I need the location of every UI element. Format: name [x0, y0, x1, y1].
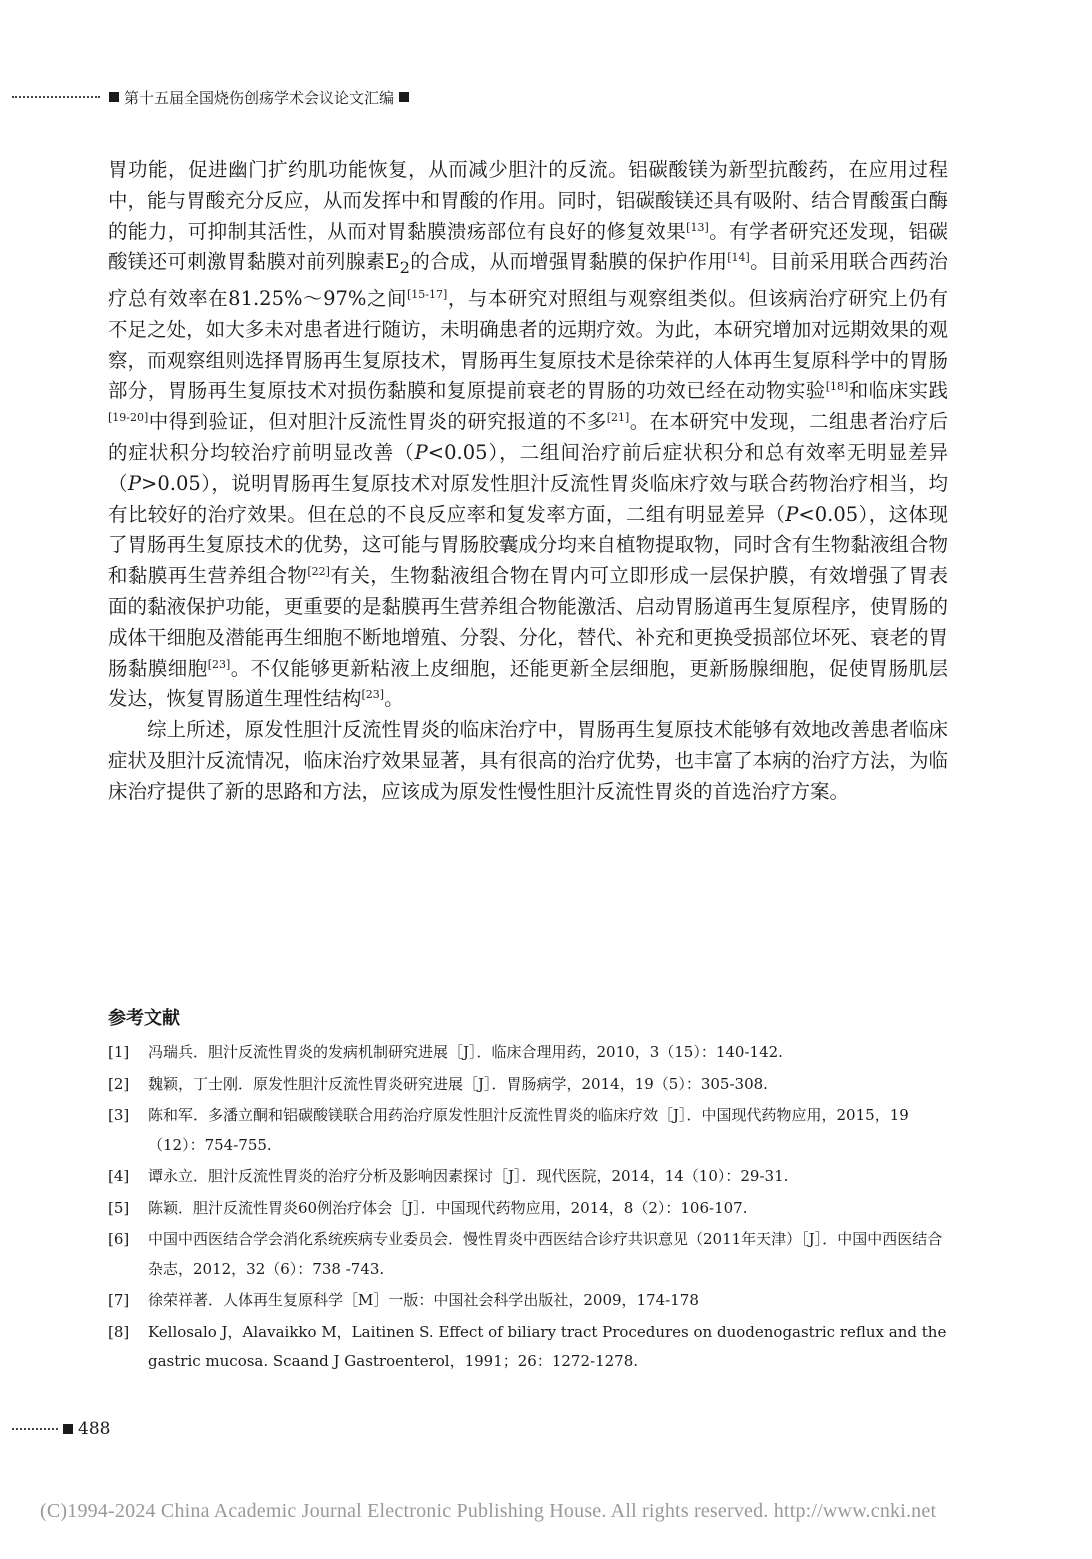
text-run: 。 — [384, 687, 404, 711]
header-square-bullet — [399, 92, 409, 102]
reference-number: [5] — [108, 1198, 130, 1217]
reference-text: 陈和军．多潘立酮和铝碳酸镁联合用药治疗原发性胆汁反流性胃炎的临床疗效［J］．中国现代药物应用，2015，19（12）：754-755. — [148, 1106, 909, 1154]
body-paragraph-1 — [108, 155, 948, 715]
header-dotted-rule — [12, 96, 100, 98]
reference-item — [108, 1286, 950, 1316]
reference-text: 冯瑞兵．胆汁反流性胃炎的发病机制研究进展［J］．临床合理用药，2010，3（15）：140-142. — [148, 1043, 783, 1061]
body-paragraph-2: 综上所述，原发性胆汁反流性胃炎的临床治疗中，胃肠再生复原技术能够有效地改善患者临床症状及胆汁反流情况，临床治疗效果显著，具有很高的治疗优势，也丰富了本病的治疗方法，为临床治疗提供了新的思路和方法，应该成为原发性慢性胆汁反流性胃炎的首选治疗方案。 — [108, 718, 948, 803]
citation-superscript: [13] — [686, 220, 709, 234]
citation-superscript: [21] — [606, 411, 630, 425]
copyright-watermark: (C)1994-2024 China Academic Journal Electronic Publishing House. All rights reserved. http://www.cnki.net — [40, 1500, 937, 1522]
italic-symbol: P — [785, 502, 799, 526]
text-run: 有关，生物黏液组合物在胃内可立即形成一层保护膜，有效增强了胃表面的黏液保护功能，更重要的是黏膜再生营养组合物能激活、启动胃肠道再生复原程序，使胃肠的成体干细胞及潜能再生细胞不断地增殖、分裂、分化，替代、补充和更换受损部位坏死、衰老的胃肠黏膜细胞 — [108, 564, 948, 680]
reference-item — [108, 1318, 950, 1377]
reference-item — [108, 1101, 950, 1160]
reference-text: 陈颖．胆汁反流性胃炎60例治疗体会［J］．中国现代药物应用，2014，8（2）：106-107. — [148, 1198, 748, 1217]
text-run: 。在本研究中发现，二组患者治疗后的症状积分均较治疗前明显改善（ — [108, 410, 948, 465]
running-header — [12, 84, 572, 110]
subscript: 2 — [399, 258, 410, 278]
reference-item — [108, 1038, 950, 1068]
italic-symbol: P — [127, 471, 142, 495]
citation-superscript: [19-20] — [108, 411, 149, 425]
text-run: <0.05），二组间治疗前后症状积分和总有效率无明显差异（ — [108, 441, 948, 495]
reference-text: 谭永立．胆汁反流性胃炎的治疗分析及影响因素探讨［J］．现代医院，2014，14（10）：29-31. — [148, 1167, 789, 1185]
citation-superscript: [15-17] — [407, 288, 448, 302]
citation-superscript: [23] — [207, 657, 231, 671]
text-run: ，与本研究对照组与观察组类似。但该病治疗研究上仍有不足之处，如大多未对患者进行随访，未明确患者的远期疗效。为此，本研究增加对远期效果的观察，而观察组则选择胃肠再生复原技术，胃肠再生复原技术是徐荣祥的人体再生复原科学中的胃肠部分，胃肠再生复原技术对损伤黏膜和复原提前衰老的胃肠的功效已经在动物实验 — [108, 287, 948, 403]
reference-number: [3] — [108, 1106, 130, 1124]
reference-number: [2] — [108, 1074, 130, 1093]
citation-superscript: [18] — [825, 380, 849, 394]
reference-item — [108, 1225, 950, 1284]
reference-number: [4] — [108, 1167, 130, 1185]
reference-text: Kellosalo J，Alavaikko M，Laitinen S. Effect of biliary tract Procedures on duodenogastric reflux and the gastric mucosa. Scaand J Gastroenterol，1991；26：1272-1278. — [148, 1322, 947, 1370]
page-footer — [12, 1416, 110, 1442]
text-run: 胃功能，促进幽门扩约肌功能恢复，从而减少胆汁的反流。铝碳酸镁为新型抗酸药，在应用过程中，能与胃酸充分反应，从而发挥中和胃酸的作用。同时，铝碳酸镁还具有吸附、结合胃酸蛋白酶的能力，可抑制其活性，从而对胃黏膜溃疡部位有良好的修复效果 — [108, 158, 948, 243]
citation-superscript: [14] — [727, 251, 750, 265]
reference-item — [108, 1162, 950, 1192]
italic-symbol: P — [414, 441, 428, 465]
header-square-bullet — [109, 92, 119, 102]
page-number: 488 — [78, 1419, 111, 1439]
reference-number: [6] — [108, 1230, 130, 1248]
text-run: 的合成，从而增强胃黏膜的保护作用 — [409, 250, 728, 274]
reference-text: 徐荣祥著．人体再生复原科学［M］一版：中国社会科学出版社，2009，174-178 — [148, 1291, 699, 1309]
reference-text: 中国中西医结合学会消化系统疾病专业委员会．慢性胃炎中西医结合诊疗共识意见（2011年天津）［J］．中国中西医结合杂志，2012，32（6）：738 -743. — [148, 1230, 943, 1278]
text-run: 中得到验证，但对胆汁反流性胃炎的研究报道的不多 — [148, 410, 607, 434]
reference-item — [108, 1194, 950, 1224]
text-run: 。目前采用联合西药治疗总有效率在81.25%～97%之间 — [108, 250, 948, 311]
text-run: 和临床实践 — [848, 379, 948, 403]
header-title: 第十五届全国烧伤创疡学术会议论文汇编 — [124, 88, 395, 107]
reference-number: [7] — [108, 1291, 130, 1309]
reference-number: [8] — [108, 1322, 130, 1341]
text-run: >0.05），说明胃肠再生复原技术对原发性胆汁反流性胃炎临床疗效与联合药物治疗相当，均有比较好的治疗效果。但在总的不良反应率和复发率方面，二组有明显差异（ — [108, 471, 948, 526]
footer-dotted-rule — [12, 1428, 58, 1430]
citation-superscript: [23] — [361, 688, 385, 702]
reference-item — [108, 1070, 950, 1100]
footer-square-bullet — [63, 1424, 73, 1434]
text-run: 。不仅能够更新粘液上皮细胞，还能更新全层细胞，更新肠腺细胞，促使胃肠肌层发达，恢复胃肠道生理性结构 — [108, 656, 948, 711]
text-run: 。有学者研究还发现，铝碳酸镁还可刺激胃黏膜对前列腺素E — [108, 219, 948, 274]
citation-superscript: [22] — [307, 565, 330, 579]
article-body — [108, 155, 948, 808]
text-run: <0.05），这体现了胃肠再生复原技术的优势，这可能与胃肠胶囊成分均来自植物提取物，同时含有生物黏液组合物和黏膜再生营养组合物 — [108, 502, 948, 588]
references-heading: 参考文献 — [108, 1008, 180, 1029]
reference-text: 魏颖，丁士刚．原发性胆汁反流性胃炎研究进展［J］．胃肠病学，2014，19（5）：305-308. — [148, 1074, 768, 1093]
reference-list — [108, 1038, 950, 1379]
reference-number: [1] — [108, 1043, 130, 1061]
